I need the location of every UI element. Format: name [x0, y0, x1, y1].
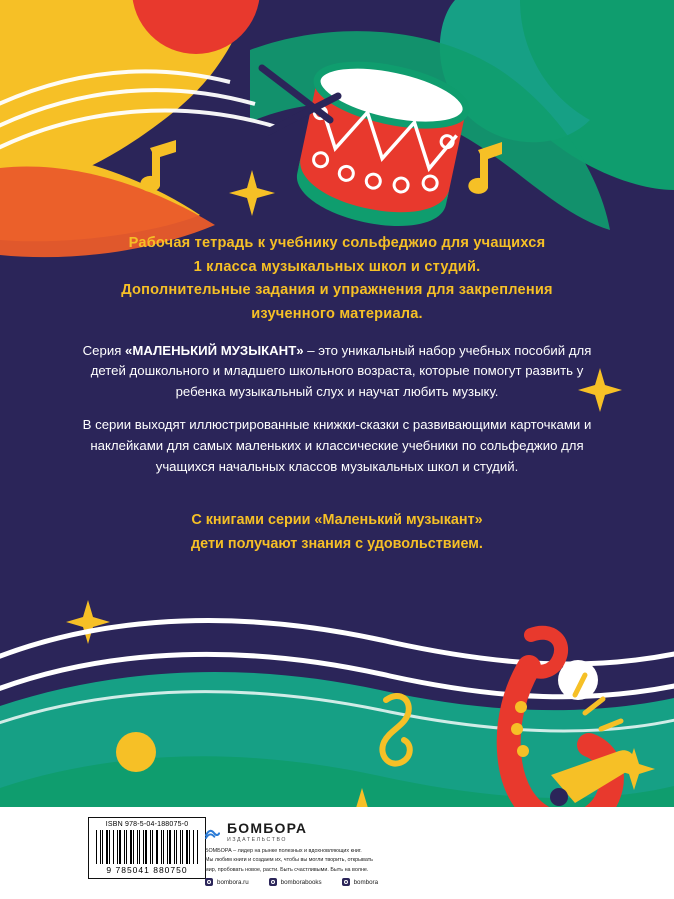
publisher-name: БОМБОРА [227, 820, 308, 836]
series-prefix: Серия [82, 342, 126, 358]
publisher-subtitle: ИЗДАТЕЛЬСТВО [227, 837, 288, 843]
fine-print-line-1: БОМБОРА – лидер на рынке полезных и вдохновляющих книг. [205, 848, 362, 854]
closing-line-1: С книгами серии «Маленький музыкант» [191, 511, 483, 528]
closing-paragraph [77, 508, 597, 557]
social-link-bomborabooks[interactable] [269, 878, 322, 886]
cover-text-block [0, 232, 674, 557]
body-paragraph-1 [77, 341, 597, 404]
publisher-fine-print [205, 847, 465, 875]
isbn-label: ISBN 978-5-04-188075-0 [105, 821, 189, 828]
lead-line-1: Рабочая тетрадь к учебнику сольфеджио для учащихся [128, 235, 546, 251]
social-label: bombora.ru [217, 878, 249, 886]
fine-print-line-3: мир, пробовать новое, расти. Быть счастливыми. Быть на волне. [205, 866, 369, 873]
body-paragraph-2: В серии выходят иллюстрированные книжки-сказки с развивающими карточками и наклейками для самых маленьких и классические учебники по сольфеджио для учащихся начальных классов музыкальных школ и студий. [82, 417, 592, 474]
publisher-logo [205, 821, 307, 843]
wave-icon [205, 825, 220, 840]
social-label: bombora [353, 878, 379, 886]
lead-line-2: 1 класса музыкальных школ и студий. [193, 258, 481, 275]
closing-line-2: дети получают знания с удовольствием. [191, 536, 483, 553]
lead-line-3: Дополнительные задания и упражнения для закрепления [121, 282, 553, 299]
lead-paragraph [57, 232, 617, 327]
social-label: bomborabooks [280, 878, 322, 886]
series-description: – это уникальный набор учебных пособий для детей дошкольного и младшего школьного возраста, которые помогут развить у ребенка музыкальный слух и научат любить музыку. [90, 342, 592, 400]
barcode-bars [93, 830, 201, 864]
cover-footer [0, 807, 674, 899]
series-name: «МАЛЕНЬКИЙ МУЗЫКАНТ» [125, 342, 304, 358]
globe-icon [205, 878, 213, 886]
lead-line-4: изученного материала. [251, 305, 423, 322]
social-links [205, 878, 378, 886]
social-icon [269, 878, 277, 886]
barcode-number: 9 785041 880750 [106, 865, 188, 875]
social-icon [342, 878, 350, 886]
fine-print-line-2: Мы любим книги и создаем их, чтобы вы могли творить, открывать [205, 857, 373, 864]
social-link-website[interactable] [205, 878, 249, 886]
social-link-bombora[interactable] [342, 878, 378, 886]
barcode [88, 817, 206, 879]
